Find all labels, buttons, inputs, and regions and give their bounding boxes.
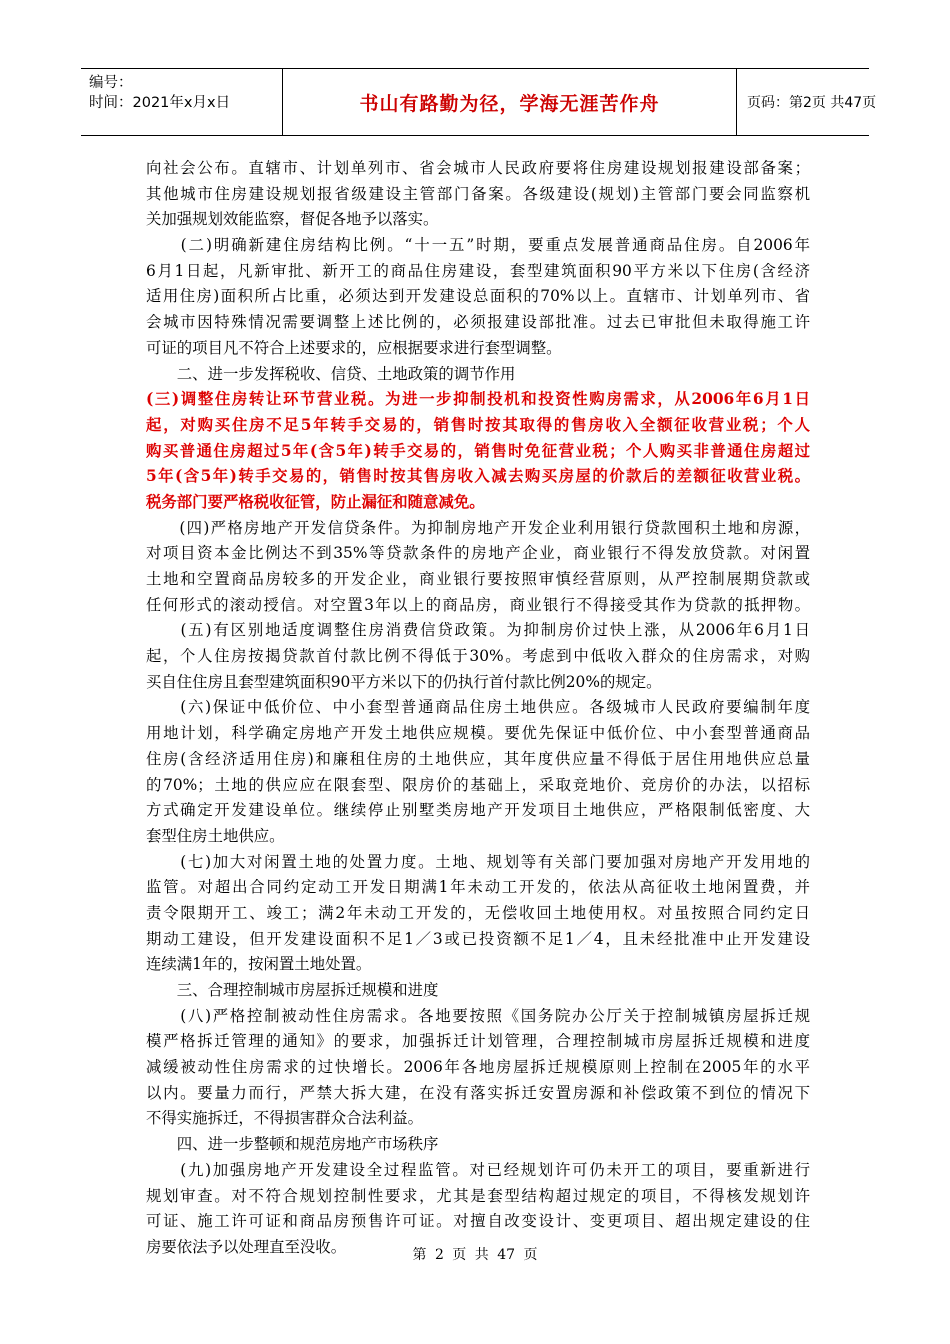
body-text-line: 可证的项目凡不符合上述要求的，应根据要求进行套型调整。 [146, 338, 562, 357]
body-text-line: 对项目资本金比例达不到35%等贷款条件的房地产企业，商业银行不得发放贷款。对闲置 [146, 544, 810, 563]
body-text-line: 套型住房土地供应。 [146, 826, 285, 845]
body-text-line: 连续满1年的，按闲置土地处置。 [146, 955, 372, 974]
highlighted-text-line: 起，对购买住房不足5年转手交易的，销售时按其取得的售房收入全额征收营业税；个人 [146, 415, 810, 434]
body-text-line: (九)加强房地产开发建设全过程监管。对已经规划许可仍未开工的项目，要重新进行 [146, 1160, 810, 1179]
body-text-line: 不得实施拆迁，不得损害群众合法利益。 [146, 1109, 424, 1128]
body-text-line: (六)保证中低价位、中小套型普通商品住房土地供应。各级城市人民政府要编制年度 [146, 698, 810, 717]
body-text-line: 土地和空置商品房较多的开发企业，商业银行要按照审慎经营原则，从严控制展期贷款或 [146, 570, 810, 588]
document-body [146, 156, 810, 1261]
body-text-line: (五)有区别地适度调整住房消费信贷政策。为抑制房价过快上涨，从2006年6月1日 [146, 621, 810, 640]
body-text-line: 住房(含经济适用住房)和廉租住房的土地供应，其年度供应量不得低于居住用地供应总量 [146, 749, 810, 768]
document-code-label: 编号： [89, 75, 133, 91]
header-table [81, 68, 877, 136]
body-text-line: 起，个人住房按揭贷款首付款比例不得低于30%。考虑到中低收入群众的住房需求，对购 [146, 647, 810, 666]
body-text-line: 模严格拆迁管理的通知》的要求，加强拆迁计划管理，合理控制城市房屋拆迁规模和进度 [146, 1032, 810, 1051]
body-text-line: 减缓被动性住房需求的过快增长。2006年各地房屋拆迁规模原则上控制在2005年的水平 [146, 1058, 810, 1077]
header-page-number: 页码：第2页 共47页 [747, 95, 877, 111]
body-text-line: 三、合理控制城市房屋拆迁规模和进度 [146, 981, 439, 999]
highlighted-text-line: (三)调整住房转让环节营业税。为进一步抑制投机和投资性购房需求，从2006年6月1日 [146, 390, 810, 409]
body-text-line: 关加强规划效能监察，督促各地予以落实。 [146, 210, 439, 229]
highlighted-text-line: 税务部门要严格税收征管，防止漏征和随意减免。 [146, 492, 485, 511]
body-text-line: 期动工建设，但开发建设面积不足1／3或已投资额不足1／4，且未经批准中止开发建设 [146, 929, 810, 948]
header-motto-cell [282, 69, 737, 135]
motto-text: 书山有路勤为径，学海无涯苦作舟 [359, 92, 660, 115]
page-footer: 第 2 页 共 47 页 [412, 1247, 538, 1263]
body-text-line: (七)加大对闲置土地的处置力度。土地、规划等有关部门要加强对房地产开发用地的 [146, 852, 810, 871]
body-text-line: (四)严格房地产开发信贷条件。为抑制房地产开发企业利用银行贷款囤积土地和房源， [146, 518, 810, 537]
body-text-line: 可证、施工许可证和商品房预售许可证。对擅自改变设计、变更项目、超出规定建设的住 [146, 1212, 810, 1231]
body-text-line: 任何形式的滚动授信。对空置3年以上的商品房，商业银行不得接受其作为贷款的抵押物。 [146, 595, 810, 614]
highlighted-text-line: 购买普通住房超过5年(含5年)转手交易的，销售时免征营业税；个人购买非普通住房超过 [146, 441, 810, 460]
body-text-line: 四、进一步整顿和规范房地产市场秩序 [146, 1135, 439, 1154]
body-text-line: 的70%；土地的供应应在限套型、限房价的基础上，采取竞地价、竞房价的办法，以招标 [146, 775, 810, 794]
highlighted-text-line: 5年(含5年)转手交易的，销售时按其售房收入减去购买房屋的价款后的差额征收营业税。 [146, 467, 810, 486]
body-text-line: 6月1日起，凡新审批、新开工的商品住房建设，套型建筑面积90平方米以下住房(含经济 [146, 261, 810, 280]
body-text-line: 买自住住房且套型建筑面积90平方米以下的仍执行首付款比例20%的规定。 [146, 672, 662, 691]
body-text-line: 向社会公布。直辖市、计划单列市、省会城市人民政府要将住房建设规划报建设部备案； [146, 159, 810, 177]
body-text-line: 监管。对超出合同约定动工开发日期满1年未动工开发的，依法从高征收土地闲置费，并 [146, 878, 810, 897]
document-date: 时间：2021年x月x日 [89, 95, 231, 111]
body-text-line: 用地计划，科学确定房地产开发土地供应规模。要优先保证中低价位、中小套型普通商品 [146, 724, 810, 743]
body-text-line: (二)明确新建住房结构比例。“十一五”时期，要重点发展普通商品住房。自2006年 [146, 236, 810, 255]
body-text-line: 以内。要量力而行，严禁大拆大建，在没有落实拆迁安置房源和补偿政策不到位的情况下 [146, 1083, 810, 1102]
body-text-line: 规划审查。对不符合规划控制性要求，尤其是套型结构超过规定的项目，不得核发规划许 [146, 1186, 810, 1205]
body-text-line: 二、进一步发挥税收、信贷、土地政策的调节作用 [146, 364, 516, 383]
body-text-line: 会城市因特殊情况需要调整上述比例的，必须报建设部批准。过去已审批但未取得施工许 [146, 313, 810, 332]
body-text-line: 其他城市住房建设规划报省级建设主管部门备案。各级建设(规划)主管部门要会同监察机 [146, 184, 810, 203]
body-text-line: (八)严格控制被动性住房需求。各地要按照《国务院办公厅关于控制城镇房屋拆迁规 [146, 1006, 810, 1025]
body-text-line: 责令限期开工、竣工；满2年未动工开发的，无偿收回土地使用权。对虽按照合同约定日 [146, 903, 810, 922]
header-info-cell [81, 69, 282, 135]
body-text-line: 适用住房)面积所占比重，必须达到开发建设总面积的70%以上。直辖市、计划单列市、省 [146, 287, 810, 306]
body-text-line: 方式确定开发建设单位。继续停止别墅类房地产开发项目土地供应，严格限制低密度、大 [146, 801, 810, 820]
header-page-cell [737, 69, 877, 135]
body-text-line: 房要依法予以处理直至没收。 [146, 1237, 347, 1256]
